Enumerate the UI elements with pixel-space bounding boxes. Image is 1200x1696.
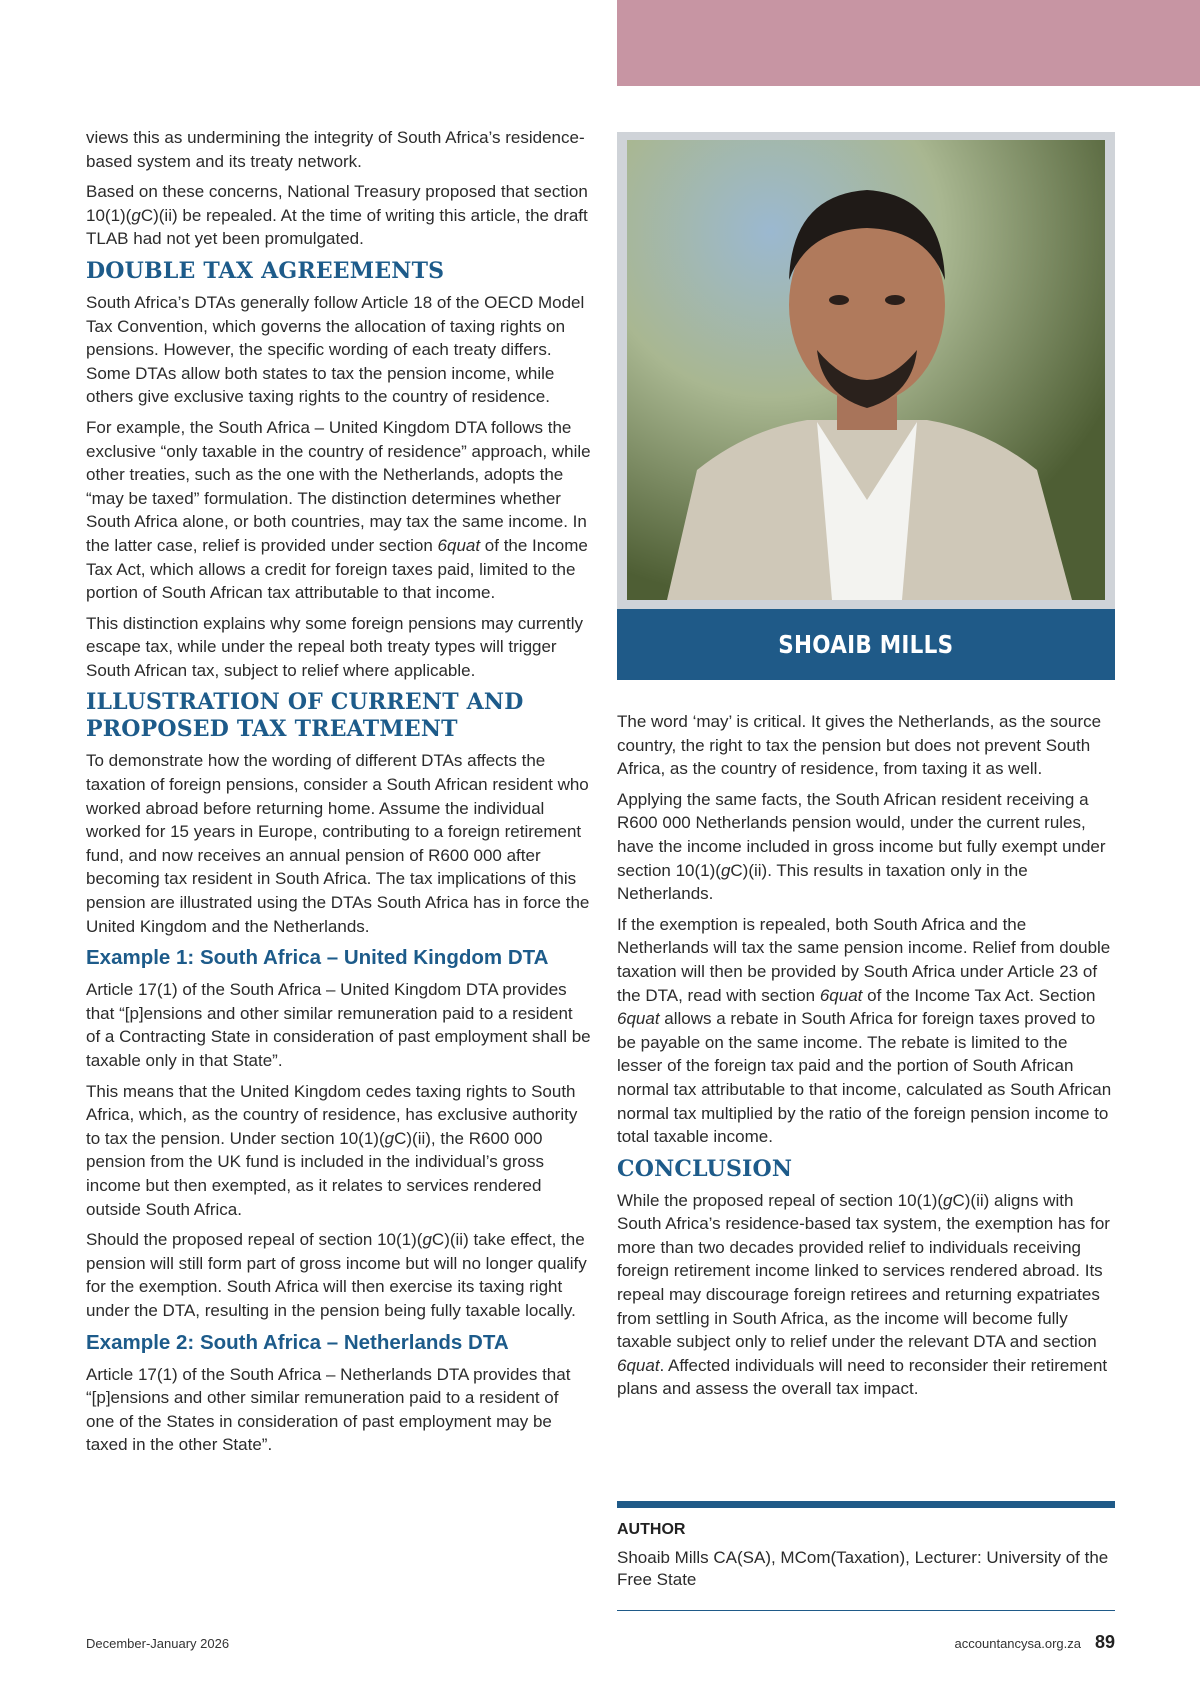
footer-date: December-January 2026 bbox=[86, 1636, 230, 1651]
paragraph: South Africa’s DTAs generally follow Article 18 of the OECD Model Tax Convention, which governs the allocation of taxing rights on pensions. However, the specific wording of each treaty differs. Some DTAs allow both states to tax the pension income, while others give exclusive taxing rights to the country of residence. bbox=[86, 292, 585, 407]
photo-caption-bar bbox=[617, 609, 1115, 680]
header-color-band bbox=[617, 0, 1200, 86]
heading-double-tax-agreements: DOUBLE TAX AGREEMENTS bbox=[86, 257, 445, 284]
paragraph: For example, the South Africa – United Kingdom DTA follows the exclusive “only taxable in the country of residence” approach, while other treaties, such as the one with the Netherlands, adopts the “may be taxed” formulation. The distinction determines whether South Africa alone, or both countries, may tax the same income. In the latter case, relief is provided under section 6quat of the Income Tax Act, which allows a credit for foreign taxes paid, limited to the portion of South African tax attributable to that income. bbox=[86, 417, 591, 603]
author-label: AUTHOR bbox=[617, 1521, 686, 1538]
portrait-illustration bbox=[627, 140, 1105, 600]
paragraph: Applying the same facts, the South African resident receiving a R600 000 Netherlands pension would, under the current rules, have the income included in gross income but fully exempt under section 10(1)(gC)(ii). This results in taxation only in the Netherlands. bbox=[617, 789, 1106, 904]
heading-example-1: Example 1: South Africa – United Kingdom DTA bbox=[86, 946, 549, 970]
paragraph: This means that the United Kingdom cedes taxing rights to South Africa, which, as the country of residence, has exclusive authority to tax the pension. Under section 10(1)(gC)(ii), the R600 000 pension from the UK fund is included in the individual’s gross income but then exempted, as it relates to services rendered outside South Africa. bbox=[86, 1081, 578, 1219]
author-bottom-rule bbox=[617, 1610, 1115, 1611]
footer-site-link[interactable]: accountancysa.org.za bbox=[954, 1636, 1081, 1651]
paragraph: Based on these concerns, National Treasury proposed that section 10(1)(gC)(ii) be repealed. At the time of writing this article, the draft TLAB had not yet been promulgated. bbox=[86, 182, 588, 249]
photo-caption: SHOAIB MILLS bbox=[778, 630, 954, 659]
paragraph: If the exemption is repealed, both South Africa and the Netherlands will tax the same pension income. Relief from double taxation will then be provided by South Africa under Article 23 of the DTA, read with section 6quat of the Income Tax Act. Section 6quat allows a rebate in South Africa for foreign taxes proved to be payable on the same income. The rebate is limited to the lesser of the foreign tax paid and the portion of South African normal tax attributable to that income, calculated as South African normal tax multiplied by the ratio of the foreign pension income to total taxable income. bbox=[617, 914, 1112, 1147]
author-divider bbox=[617, 1501, 1115, 1508]
author-photo bbox=[627, 140, 1105, 600]
heading-illustration: ILLUSTRATION OF CURRENT AND PROPOSED TAX TREATMENT bbox=[86, 689, 524, 743]
author-photo-frame bbox=[617, 132, 1115, 680]
paragraph: views this as undermining the integrity of South Africa’s residence-based system and its treaty network. bbox=[86, 128, 585, 171]
paragraph: Article 17(1) of the South Africa – United Kingdom DTA provides that “[p]ensions and other similar remuneration paid to a resident of a Contracting State in consideration of past employment shall be taxable only in that State”. bbox=[86, 980, 591, 1070]
paragraph: Should the proposed repeal of section 10(1)(gC)(ii) take effect, the pension will still form part of gross income but will no longer qualify for the exemption. South Africa will then exercise its taxing right under the DTA, resulting in the pension being fully taxable locally. bbox=[86, 1230, 587, 1320]
paragraph: This distinction explains why some foreign pensions may currently escape tax, while under the repeal both treaty types will trigger South African tax, subject to relief where applicable. bbox=[86, 613, 584, 680]
paragraph: While the proposed repeal of section 10(1)(gC)(ii) aligns with South Africa’s residence-based tax system, the exemption has for more than two decades provided relief to individuals receiving foreign retirement income linked to services rendered abroad. Its repeal may discourage foreign retirees and returning expatriates from settling in South Africa, as the income will become fully taxable subject only to relief under the relevant DTA and section 6quat. Affected individuals will need to reconsider their retirement plans and assess the overall tax impact. bbox=[617, 1190, 1110, 1399]
right-column bbox=[617, 710, 1115, 1408]
page-number: 89 bbox=[1094, 1632, 1115, 1652]
paragraph: Article 17(1) of the South Africa – Netherlands DTA provides that “[p]ensions and other similar remuneration paid to a resident of one of the States in consideration of past employment may be taxed in the other State”. bbox=[86, 1364, 571, 1455]
author-credentials: Shoaib Mills CA(SA), MCom(Taxation), Lecturer: University of the Free State bbox=[617, 1548, 1109, 1589]
left-column bbox=[86, 126, 591, 1464]
paragraph: To demonstrate how the wording of different DTAs affects the taxation of foreign pensions, consider a South African resident who worked abroad before returning home. Assume the individual worked for 15 years in Europe, contributing to a foreign retirement fund, and now receives an annual pension of R600 000 after becoming tax resident in South Africa. The tax implications of this pension are illustrated using the DTAs South Africa has in force the United Kingdom and the Netherlands. bbox=[86, 751, 590, 936]
paragraph: The word ‘may’ is critical. It gives the Netherlands, as the source country, the right to tax the pension but does not prevent South Africa, as the country of residence, from taxing it as well. bbox=[617, 712, 1102, 779]
heading-conclusion: CONCLUSION bbox=[617, 1155, 793, 1182]
heading-example-2: Example 2: South Africa – Netherlands DTA bbox=[86, 1330, 509, 1354]
